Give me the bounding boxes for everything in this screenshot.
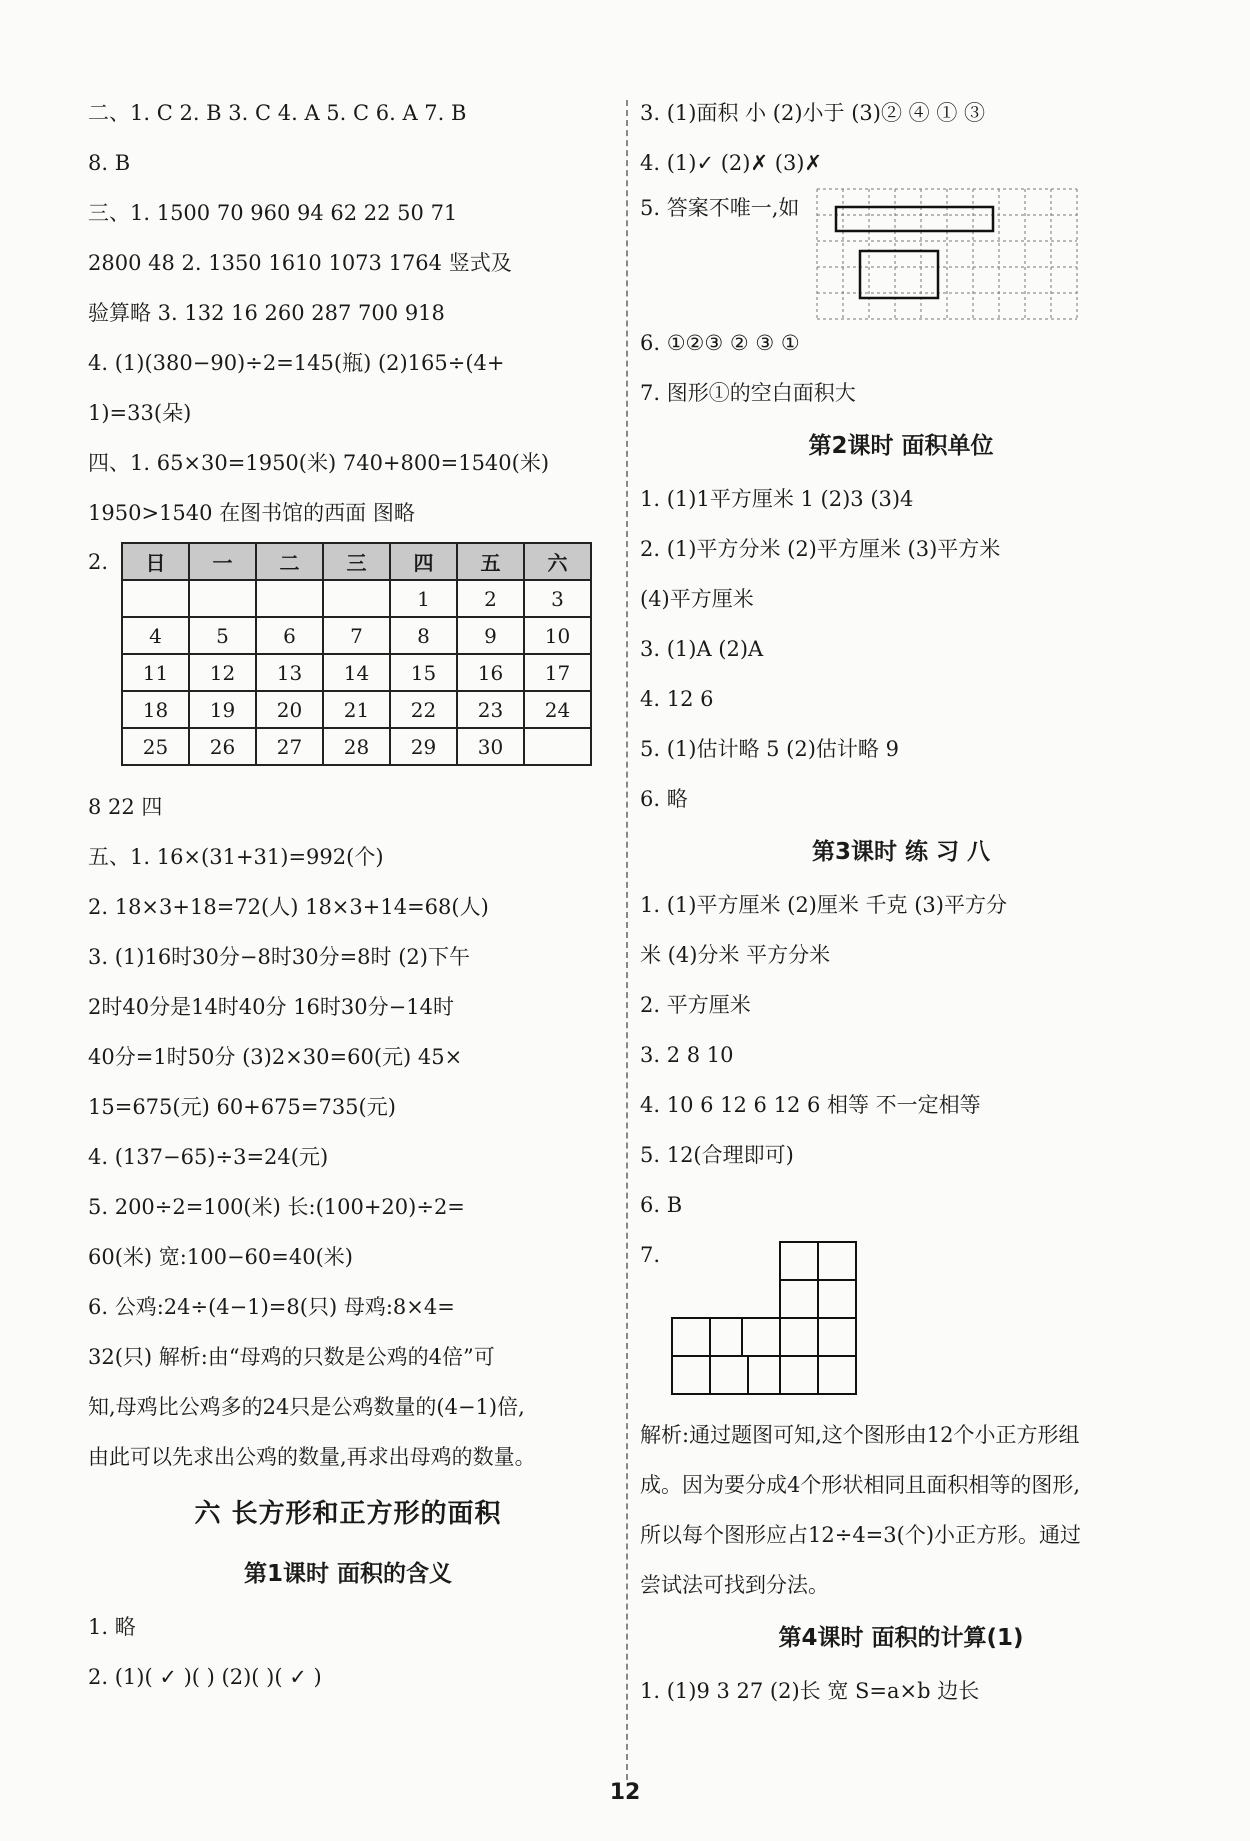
answer-line: 4. (137−65)÷3=24(元) (88, 1145, 329, 1169)
answer-line: 1. (1)1平方厘米 1 (2)3 (3)4 (640, 487, 914, 511)
calendar-row (122, 691, 591, 728)
answer-line: 1. 略 (88, 1615, 136, 1639)
calendar-cell: 6 (256, 617, 323, 654)
calendar-header: 三 (323, 543, 390, 580)
answer-line: 解析:通过题图可知,这个图形由12个小正方形组 (640, 1423, 1080, 1447)
answer-line: 15=675(元) 60+675=735(元) (88, 1095, 396, 1119)
calendar-cell: 5 (189, 617, 256, 654)
column-divider (626, 100, 628, 1780)
grid-answer-block (640, 188, 1162, 318)
answer-line: 1. (1)平方厘米 (2)厘米 千克 (3)平方分 (640, 893, 1007, 917)
answer-line: 7. 图形①的空白面积大 (640, 381, 856, 405)
answer-line: 5. (1)估计略 5 (2)估计略 9 (640, 737, 899, 761)
answer-line: 验算略 3. 132 16 260 287 700 918 (88, 301, 445, 325)
answer-line: 2. (1)( ✓ )( ) (2)( )( ✓ ) (88, 1665, 322, 1689)
calendar-cell: 25 (122, 728, 189, 765)
calendar-cell: 30 (457, 728, 524, 765)
calendar-cell: 19 (189, 691, 256, 728)
calendar-header: 二 (256, 543, 323, 580)
answer-line: 知,母鸡比公鸡多的24只是公鸡数量的(4−1)倍, (88, 1395, 525, 1419)
calendar-row (122, 617, 591, 654)
page-number: 12 (609, 1780, 641, 1805)
calendar-label: 2. (88, 550, 109, 574)
lesson-title: 第4课时 面积的计算(1) (778, 1625, 1024, 1651)
calendar-cell: 17 (524, 654, 591, 691)
lesson-title: 第3课时 练 习 八 (811, 839, 991, 865)
calendar-cell: 3 (524, 580, 591, 617)
calendar-cell (189, 580, 256, 617)
answer-line: 1)=33(朵) (88, 401, 192, 425)
calendar-cell: 29 (390, 728, 457, 765)
squares-figure-svg (670, 1240, 860, 1400)
calendar-header: 一 (189, 543, 256, 580)
calendar-cell: 22 (390, 691, 457, 728)
answer-line: 尝试法可找到分法。 (640, 1573, 829, 1597)
answer-line: 6. B (640, 1193, 683, 1217)
lesson-title: 第2课时 面积单位 (808, 433, 994, 459)
answer-line: 5. 200÷2=100(米) 长:(100+20)÷2= (88, 1195, 465, 1219)
calendar-cell: 4 (122, 617, 189, 654)
answer-line: 40分=1时50分 (3)2×30=60(元) 45× (88, 1045, 463, 1069)
answer-line: 4. 10 6 12 6 12 6 相等 不一定相等 (640, 1093, 981, 1117)
calendar-cell: 15 (390, 654, 457, 691)
calendar-header: 六 (524, 543, 591, 580)
calendar-cell: 26 (189, 728, 256, 765)
answer-line: 6. 略 (640, 787, 688, 811)
answer-line: 成。因为要分成4个形状相同且面积相等的图形, (640, 1473, 1081, 1497)
lesson-title: 第1课时 面积的含义 (243, 1561, 452, 1587)
square-rectangle (860, 251, 938, 298)
calendar-cell: 23 (457, 691, 524, 728)
calendar-table (121, 542, 592, 766)
calendar-cell: 13 (256, 654, 323, 691)
calendar-cell: 21 (323, 691, 390, 728)
answer-line: 2800 48 2. 1350 1610 1073 1764 竖式及 (88, 251, 512, 275)
answer-line: (4)平方厘米 (640, 587, 754, 611)
answer-line: 所以每个图形应占12÷4=3(个)小正方形。通过 (640, 1523, 1082, 1547)
dotted-grid-svg (816, 188, 1078, 320)
calendar-cell: 11 (122, 654, 189, 691)
answer-line: 8 22 四 (88, 795, 163, 819)
answer-line: 四、1. 65×30=1950(米) 740+800=1540(米) (88, 451, 550, 475)
left-column (88, 88, 608, 1702)
calendar-cell (122, 580, 189, 617)
calendar-cell: 28 (323, 728, 390, 765)
dotted-grid-figure (816, 188, 1078, 333)
answer-line: 4. 12 6 (640, 687, 714, 711)
answer-line: 米 (4)分米 平方分米 (640, 943, 831, 967)
chapter-title: 六 长方形和正方形的面积 (194, 1499, 502, 1529)
answer-line: 7. (640, 1243, 661, 1267)
calendar-cell: 14 (323, 654, 390, 691)
calendar-header: 日 (122, 543, 189, 580)
answer-line: 6. 公鸡:24÷(4−1)=8(只) 母鸡:8×4= (88, 1295, 455, 1319)
answer-line: 三、1. 1500 70 960 94 62 22 50 71 (88, 201, 458, 225)
answer-line: 5. 答案不唯一,如 (640, 196, 800, 220)
answer-line: 32(只) 解析:由“母鸡的只数是公鸡的4倍”可 (88, 1345, 495, 1369)
calendar-cell: 8 (390, 617, 457, 654)
right-column (640, 88, 1162, 1716)
answer-line: 2时40分是14时40分 16时30分−14时 (88, 995, 454, 1019)
answer-line: 4. (1)✓ (2)✗ (3)✗ (640, 151, 823, 175)
answer-line: 3. (1)面积 小 (2)小于 (3)② ④ ① ③ (640, 101, 986, 125)
calendar-header: 五 (457, 543, 524, 580)
calendar-cell: 12 (189, 654, 256, 691)
calendar-cell: 24 (524, 691, 591, 728)
calendar-cell: 10 (524, 617, 591, 654)
answer-line: 2. 平方厘米 (640, 993, 751, 1017)
answer-line: 6. ①②③ ② ③ ① (640, 331, 800, 355)
answer-line: 1. (1)9 3 27 (2)长 宽 S=a×b 边长 (640, 1679, 980, 1703)
calendar-cell: 1 (390, 580, 457, 617)
calendar-cell: 2 (457, 580, 524, 617)
answer-line: 8. B (88, 151, 131, 175)
calendar-header: 四 (390, 543, 457, 580)
answer-line: 5. 12(合理即可) (640, 1143, 794, 1167)
answer-line: 2. (1)平方分米 (2)平方厘米 (3)平方米 (640, 537, 1001, 561)
calendar-cell: 9 (457, 617, 524, 654)
answer-line: 3. 2 8 10 (640, 1043, 734, 1067)
calendar-block (88, 542, 608, 782)
calendar-cell (256, 580, 323, 617)
answer-line: 3. (1)16时30分−8时30分=8时 (2)下午 (88, 945, 470, 969)
answer-line: 60(米) 宽:100−60=40(米) (88, 1245, 353, 1269)
answer-line: 2. 18×3+18=72(人) 18×3+14=68(人) (88, 895, 489, 919)
calendar-row (122, 654, 591, 691)
long-rectangle (836, 207, 993, 231)
calendar-cell (323, 580, 390, 617)
calendar-row (122, 728, 591, 765)
answer-line: 3. (1)A (2)A (640, 637, 764, 661)
calendar-cell: 18 (122, 691, 189, 728)
answer-line: 由此可以先求出公鸡的数量,再求出母鸡的数量。 (88, 1445, 536, 1469)
answer-line: 1950>1540 在图书馆的西面 图略 (88, 501, 415, 525)
calendar-cell: 20 (256, 691, 323, 728)
answer-line: 二、1. C 2. B 3. C 4. A 5. C 6. A 7. B (88, 101, 467, 125)
calendar-cell (524, 728, 591, 765)
calendar-cell: 27 (256, 728, 323, 765)
calendar-cell: 16 (457, 654, 524, 691)
squares-figure-block (640, 1230, 1162, 1410)
calendar-row (122, 580, 591, 617)
calendar-cell: 7 (323, 617, 390, 654)
answer-line: 五、1. 16×(31+31)=992(个) (88, 845, 384, 869)
answer-line: 4. (1)(380−90)÷2=145(瓶) (2)165÷(4+ (88, 351, 505, 375)
